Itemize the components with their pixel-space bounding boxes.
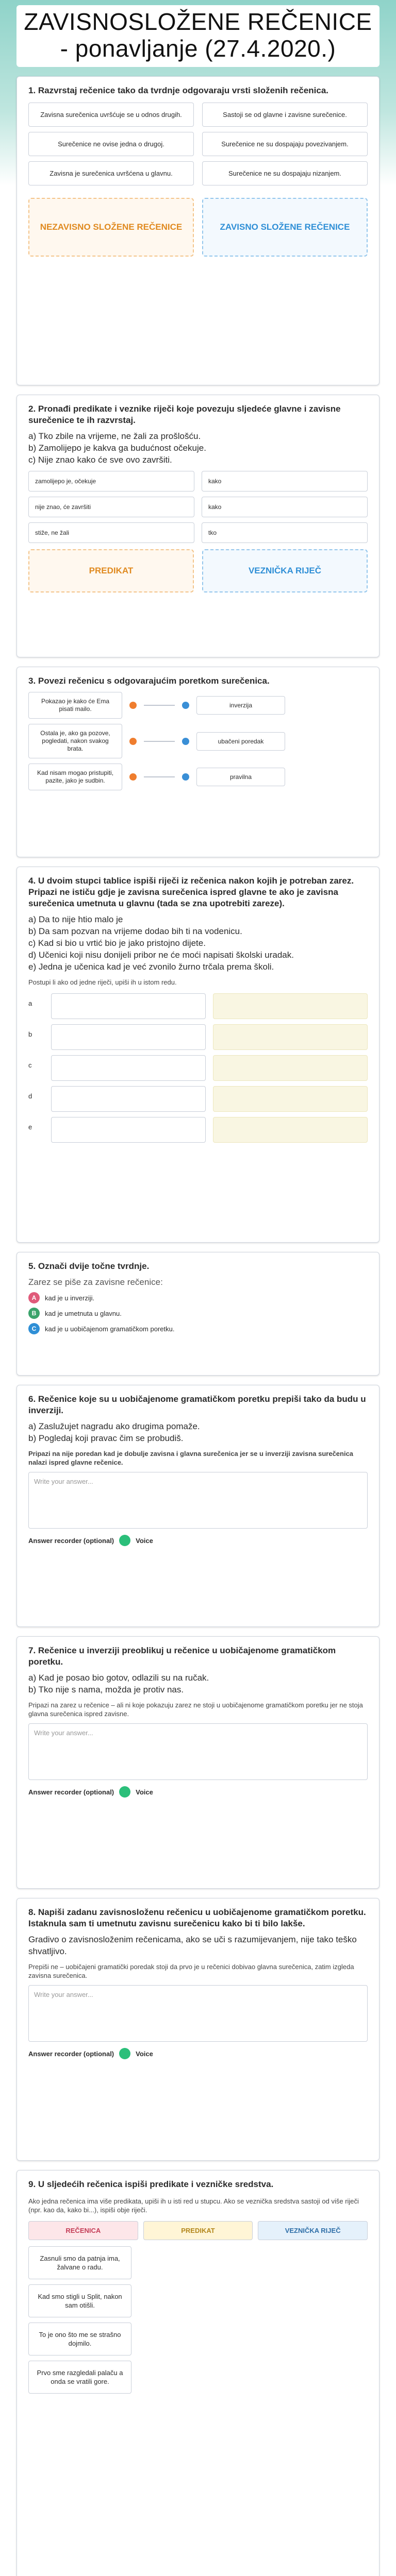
connector-dot[interactable] (182, 773, 189, 781)
answer-input[interactable] (51, 1117, 206, 1143)
table-row (28, 993, 368, 1019)
task-3 (16, 667, 380, 857)
drag-tile[interactable]: tko (202, 522, 368, 543)
table-row (28, 1117, 368, 1143)
drag-tile[interactable]: Sastoji se od glavne i zavisne surečenice. (202, 103, 368, 127)
sentence-tile: Kad smo stigli u Split, nakon sam otišli. (28, 2284, 131, 2317)
task-heading: 9. U sljedećih rečenica ispiši predikate i vezničke sredstva. (28, 2179, 274, 2189)
answer-input[interactable] (213, 1086, 368, 1112)
answer-input[interactable] (51, 1055, 206, 1081)
microphone-icon[interactable] (119, 2048, 130, 2059)
task-heading: 5. Označi dvije točne tvrdnje. (28, 1261, 150, 1271)
sentence: a) Kad je posao bio gotov, odlazili su na ručak. (28, 1673, 209, 1683)
sentence: c) Nije znao kako će sve ovo završiti. (28, 455, 172, 465)
option-text: kad je u inverziji. (45, 1294, 95, 1302)
option-text: kad je u uobičajenom gramatičkom poretku. (45, 1325, 175, 1333)
task-4 (16, 867, 380, 1243)
instruction-note: Postupi li ako od jedne riječi, upiši ih u istom redu. (28, 978, 177, 986)
task-heading: 4. U dvoim stupci tablice ispiši riječi iz rečenica nakon kojih je potreban zarez. Pripazi ne ističu gdje je zavisna surečenica ispred glavne te ako je zavisna surečenica umetnuta u glavnu (tada se zna upotrebiti zareze). (28, 876, 354, 908)
task-6 (16, 1385, 380, 1627)
item-rows (28, 471, 368, 543)
sentence: b) Tko nije s nama, možda je protiv nas. (28, 1685, 184, 1694)
sentence: a) Zaslužujet nagradu ako drugima pomaže. (28, 1421, 200, 1431)
connector-dot[interactable] (129, 738, 137, 745)
connector-line (144, 741, 175, 742)
task-8 (16, 1898, 380, 2161)
answer-input[interactable] (213, 1117, 368, 1143)
table-row (28, 1086, 368, 1112)
worksheet (16, 0, 380, 2576)
match-target: pravilna (196, 768, 285, 786)
option-letter: A (28, 1292, 40, 1303)
drag-tile[interactable]: Zavisna je surečenica uvršćena u glavnu. (28, 161, 194, 185)
answer-input[interactable] (51, 993, 206, 1019)
match-target: inverzija (196, 696, 285, 715)
instruction-note: Pripazi na zarez u rečenice – ali ni koje pokazuju zarez ne stoji u uobičajenome gramatičkom poretku jer ne stoja glavna surečenica ispred zavisne. (28, 1701, 363, 1718)
drop-zone[interactable]: VEZNIČKA RIJEČ (202, 549, 368, 592)
match-row (28, 764, 368, 790)
sentence: c) Kad si bio u vrtić bio je jako pristojno dijete. (28, 938, 206, 948)
task-subheading: Zarez se piše za zavisne rečenice: (28, 1277, 163, 1287)
row-label: e (28, 1123, 32, 1131)
sentence: b) Da sam pozvan na vrijeme dodao bih ti na vodenicu. (28, 926, 242, 936)
answer-input[interactable] (213, 993, 368, 1019)
answer-recorder (28, 1535, 368, 1546)
drop-zone[interactable]: NEZAVISNO SLOŽENE REČENICE (28, 198, 194, 257)
option-text: kad je umetnuta u glavnu. (45, 1309, 122, 1317)
task-heading: 2. Pronađi predikate i veznike riječi koje povezuju sljedeće glavne i zavisne surečenice te ih razvrstaj. (28, 404, 341, 425)
sentence-column (28, 2246, 131, 2394)
voice-label: Voice (136, 1788, 153, 1796)
sentence: a) Da to nije htio malo je (28, 914, 123, 924)
option-letter: B (28, 1308, 40, 1319)
answer-input[interactable] (51, 1086, 206, 1112)
match-target: ubačeni poredak (196, 732, 285, 751)
answer-input[interactable] (213, 1024, 368, 1050)
table-row (28, 1024, 368, 1050)
task-heading: 3. Povezi rečenicu s odgovarajućim poretkom surečenica. (28, 676, 270, 686)
row-label: c (28, 1061, 32, 1069)
sentence: Gradivo o zavisnosloženim rečenicama, ako se uči s razumijevanjem, nije tako teško shvatljivo. (28, 1935, 357, 1956)
voice-label: Voice (136, 1536, 153, 1545)
sentence-tile: Prvo sme razgledali palaču a onda se vratili gore. (28, 2361, 131, 2394)
task-heading: 1. Razvrstaj rečenice tako da tvrdnje odgovaraju vrsti složenih rečenica. (28, 86, 329, 95)
drop-targets (28, 549, 368, 592)
answer-recorder (28, 2048, 368, 2059)
instruction-note: Pripazi na nije poredan kad je dobulje zavisna i glavna surečenica jer se u inverziji zavisna surečenica nalazi ispred glavne rečenice. (28, 1450, 354, 1466)
microphone-icon[interactable] (119, 1535, 130, 1546)
answer-input[interactable] (213, 1055, 368, 1081)
table-row (28, 1055, 368, 1081)
task-9 (16, 2170, 380, 2576)
column-header: REČENICA (28, 2221, 138, 2240)
task-2 (16, 395, 380, 657)
row-label: d (28, 1092, 32, 1100)
sentence: b) Zamolijepo je kakva ga budućnost očekuje. (28, 443, 206, 453)
drag-tile[interactable]: kako (202, 497, 368, 517)
recorder-label: Answer recorder (optional) (28, 1788, 114, 1796)
drag-tile[interactable]: stiže, ne žali (28, 522, 194, 543)
sentence: d) Učenici koji nisu donijeli pribor ne će moći napisati školski uradak. (28, 950, 294, 960)
match-row (28, 724, 368, 758)
answer-textarea[interactable]: Write your answer... (28, 1472, 368, 1529)
answer-textarea[interactable]: Write your answer... (28, 1985, 368, 2042)
sentence-tile: To je ono što me se strašno dojmilo. (28, 2323, 131, 2355)
answer-table (28, 993, 368, 1143)
drag-tile[interactable]: Surečenice ne su dospajaju nizanjem. (202, 161, 368, 185)
drop-zone[interactable]: PREDIKAT (28, 549, 194, 592)
page-title: ZAVISNOSLOŽENE REČENICE - ponavljanje (27.4.2020.) (24, 8, 372, 62)
drag-tile[interactable]: kako (202, 471, 368, 492)
option-letter: C (28, 1323, 40, 1334)
drag-tile[interactable]: zamolijepo je, očekuje (28, 471, 194, 492)
title-bar (16, 5, 380, 67)
task-7 (16, 1636, 380, 1889)
drop-targets (28, 198, 368, 257)
sentence: a) Tko zbile na vrijeme, ne žali za prošlošću. (28, 431, 201, 441)
drag-tile[interactable]: Zavisna surečenica uvršćuje se u odnos drugih. (28, 103, 194, 127)
task-heading: 8. Napiši zadanu zavisnosloženu rečenicu u uobičajenome gramatičkom poretku. Istaknula sam ti umetnutu zavisnu surečenicu kako bi ti bilo lakše. (28, 1907, 366, 1928)
answer-input[interactable] (51, 1024, 206, 1050)
column-header[interactable]: VEZNIČKA RIJEČ (258, 2221, 368, 2240)
sentence-tile: Zasnuli smo da patnja ima, žalvane o radu. (28, 2246, 131, 2279)
row-label: b (28, 1030, 32, 1038)
connector-line (144, 776, 175, 777)
match-source: Ostala je, ako ga pozove, pogledati, nakon svakog brata. (28, 724, 122, 758)
option-c[interactable] (28, 1323, 368, 1334)
voice-label: Voice (136, 2049, 153, 2058)
sentence: b) Pogledaj koji pravac čim se probudiš. (28, 1433, 184, 1443)
task-heading: 6. Rečenice koje su u uobičajenome gramatičkom poretku prepiši tako da budu u inverziji. (28, 1394, 366, 1415)
match-source: Pokazao je kako će Ema pisati mailo. (28, 692, 122, 719)
drag-tile[interactable]: Surečenice ne su dospajaju povezivanjem. (202, 132, 368, 156)
match-row (28, 692, 368, 719)
recorder-label: Answer recorder (optional) (28, 2049, 114, 2058)
task-1 (16, 76, 380, 385)
option-a[interactable] (28, 1292, 368, 1303)
recorder-label: Answer recorder (optional) (28, 1536, 114, 1545)
answer-textarea[interactable]: Write your answer... (28, 1723, 368, 1780)
connector-line (144, 705, 175, 706)
instruction-note: Prepiši ne – uobičajeni gramatički poredak stoji da prvo je u rečenici dobivao glavna surečenica, zatim izgleda zavisna surečenica. (28, 1963, 354, 1979)
drag-tile[interactable]: Surečenice ne ovise jedna o drugoj. (28, 132, 194, 156)
drop-zone[interactable]: ZAVISNO SLOŽENE REČENICE (202, 198, 368, 257)
connector-dot[interactable] (182, 738, 189, 745)
drag-tiles (28, 103, 368, 185)
column-headers (28, 2221, 368, 2240)
task-heading: 7. Rečenice u inverziji preoblikuj u rečenice u uobičajenome gramatičkom poretku. (28, 1646, 336, 1667)
drag-tile[interactable]: nije znao, će završiti (28, 497, 194, 517)
sentence: e) Jedna je učenica kad je već zvonilo žurno trčala prema školi. (28, 962, 274, 972)
microphone-icon[interactable] (119, 1786, 130, 1798)
option-b[interactable] (28, 1308, 368, 1319)
instruction-note: Ako jedna rečenica ima više predikata, upiši ih u isti red u stupcu. Ako se veznička sredstva sastoji od više riječi (npr. kao da, kako bi...), ispiši obje riječi. (28, 2197, 359, 2214)
connector-dot[interactable] (182, 702, 189, 709)
connector-dot[interactable] (129, 773, 137, 781)
task-5 (16, 1252, 380, 1376)
row-label: a (28, 999, 32, 1007)
connector-dot[interactable] (129, 702, 137, 709)
column-header[interactable]: PREDIKAT (143, 2221, 253, 2240)
answer-recorder (28, 1786, 368, 1798)
match-source: Kad nisam mogao pristupiti, pazite, jako je sudbin. (28, 764, 122, 790)
